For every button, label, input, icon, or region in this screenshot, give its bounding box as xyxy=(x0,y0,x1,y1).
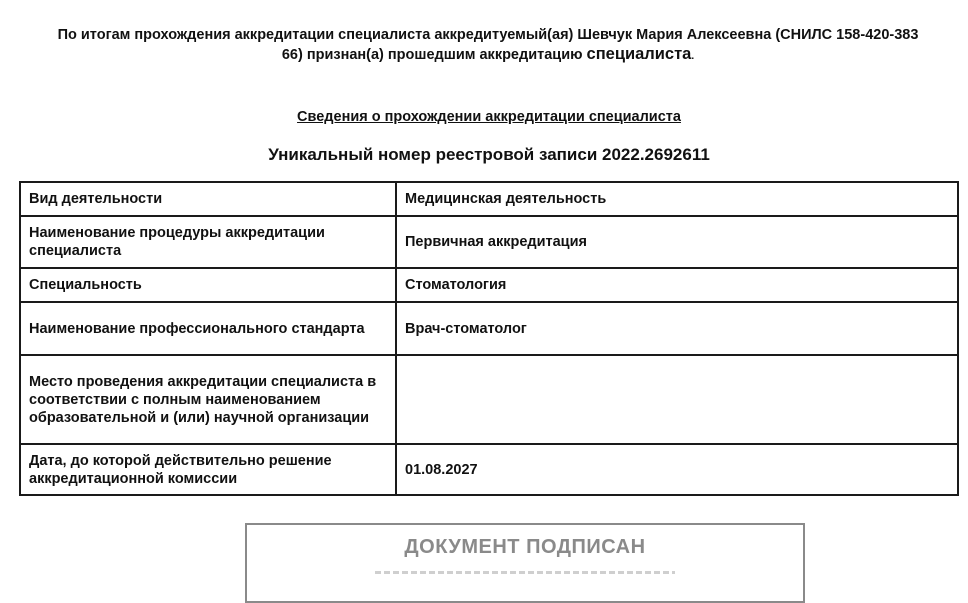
stamp-faint-text xyxy=(375,571,675,574)
table-row xyxy=(20,302,958,355)
row-key: Наименование профессионального стандарта xyxy=(20,302,396,355)
intro-line-2: 66) признан(а) прошедшим аккредитацию xyxy=(281,47,587,63)
table-row xyxy=(20,444,958,495)
row-value: Стоматология xyxy=(396,268,958,302)
intro-emphasis: специалиста xyxy=(586,45,692,63)
intro-paragraph xyxy=(20,26,956,66)
row-value: Врач-стоматолог xyxy=(396,302,958,355)
section-title: Сведения о прохождении аккредитации специалиста xyxy=(297,109,681,125)
table-row xyxy=(20,355,958,444)
intro-dot: . xyxy=(691,51,695,62)
row-value xyxy=(396,355,958,444)
row-value: Первичная аккредитация xyxy=(396,216,958,268)
row-key: Наименование процедуры аккредитации специалиста xyxy=(20,216,396,268)
table-row xyxy=(20,268,958,302)
table-row xyxy=(20,182,958,216)
row-value: 01.08.2027 xyxy=(396,444,958,495)
intro-line-1: По итогам прохождения аккредитации специалиста аккредитуемый(ая) Шевчук Мария Алексеевна (СНИЛС 158-420-383 xyxy=(57,27,919,43)
row-key: Специальность xyxy=(20,268,396,302)
row-key: Дата, до которой действительно решение аккредитационной комиссии xyxy=(20,444,396,495)
row-key: Место проведения аккредитации специалиста в соответствии с полным наименованием образовательной и (или) научной организации xyxy=(20,355,396,444)
record-number: Уникальный номер реестровой записи 2022.2692611 xyxy=(268,145,710,164)
stamp-title: ДОКУМЕНТ ПОДПИСАН xyxy=(404,536,646,558)
table-row xyxy=(20,216,958,268)
accreditation-table xyxy=(19,181,959,496)
signature-stamp xyxy=(245,523,805,603)
row-key: Вид деятельности xyxy=(20,182,396,216)
row-value: Медицинская деятельность xyxy=(396,182,958,216)
